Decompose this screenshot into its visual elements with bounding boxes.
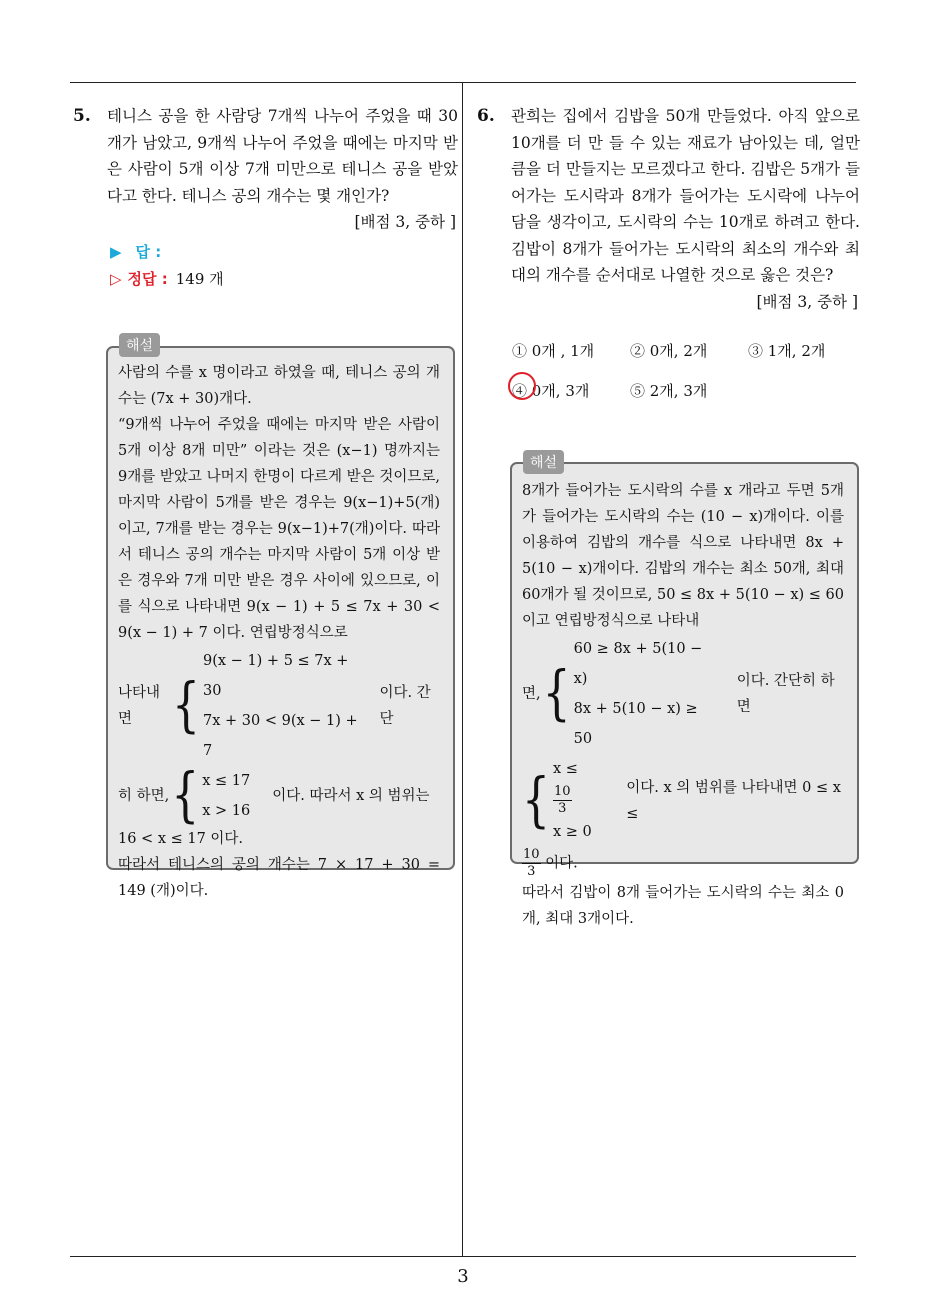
question-text: 관희는 집에서 김밥을 50개 만들었다. 아직 앞으로 10개를 더 만 들 수 있는 재료가 남아있는 데, 얼만큼을 더 만들지는 모르겠다고 한다. 김밥은 5개가 들어가는 도시락과 8개가 들어가는 도시락에 나누어 담을 생각이고, 도시락의 수는 10개로 하려고 한다. 김밥이 8개가 들어가는 도시락의 최소의 개수와 최대의 개수를 순서대로 나열한 것으로 옳은 것은? bbox=[511, 107, 860, 284]
choice-4[interactable]: ④ 0개, 3개 bbox=[512, 382, 590, 400]
choice-2[interactable]: ② 0개, 2개 bbox=[630, 342, 708, 360]
question-number: 5. bbox=[73, 106, 91, 126]
system-line: x > 16 bbox=[202, 803, 251, 819]
system-lead-text: 면, bbox=[522, 686, 541, 702]
system-line bbox=[553, 754, 598, 817]
equation-system bbox=[522, 634, 844, 754]
fraction-numerator: 10 bbox=[523, 847, 540, 862]
bottom-rule bbox=[70, 1256, 856, 1257]
system-trail-text: 이다. x 의 범위를 나타내면 0 ≤ x ≤ bbox=[626, 779, 841, 822]
correct-answer-value: 149 개 bbox=[175, 270, 224, 288]
system-lead-text: 히 하면, bbox=[118, 788, 170, 804]
choice-1[interactable]: ① 0개 , 1개 bbox=[512, 342, 595, 360]
system-lead-text: 나타내면 bbox=[118, 685, 161, 727]
explanation-text-5 bbox=[118, 360, 440, 904]
system-line: 8x + 5(10 − x) ≥ 50 bbox=[573, 701, 698, 747]
explanation-text-6 bbox=[522, 478, 844, 932]
fraction bbox=[553, 784, 572, 817]
system-trail-text: 이다. 간단히 하면 bbox=[736, 673, 835, 715]
explanation-paragraph: “9개씩 나누어 주었을 때에는 마지막 받은 사람이 5개 이상 8개 미만” 이라는 것은 (x−1) 명까지는 9개를 받았고 나머지 한명이 다르게 받은 것이므로, 마지막 사람이 5개를 받은 경우는 9(x−1)+5(개)이고, 7개를 받는 경우는 9(x−1)+7(개)이다. 따라서 테니스 공의 개수는 마지막 사람이 5개 이상 받은 경우와 7개 미만 받은 경우 사이에 있으므로, 이를 식으로 나타내면 9(x − 1) + 5 ≤ 7x + 30 < 9(x − 1) + 7 이다. 연립방정식으로 bbox=[118, 417, 440, 641]
left-brace-icon: { bbox=[522, 765, 550, 835]
inequality-text: x ≤ bbox=[553, 761, 578, 777]
explanation-paragraph: 따라서 테니스의 공의 개수는 7 × 17 + 30 = 149 (개)이다. bbox=[118, 857, 440, 899]
system-trail-text: 이다. 간단 bbox=[379, 685, 431, 727]
explanation-paragraph: 16 < x ≤ 17 이다. bbox=[118, 831, 244, 847]
fraction-line bbox=[522, 847, 844, 880]
fraction-numerator: 10 bbox=[554, 784, 571, 799]
play-triangle-icon: ▶ bbox=[110, 243, 122, 261]
column-divider bbox=[462, 82, 463, 1256]
answer-line bbox=[110, 241, 161, 262]
explanation-tab: 해설 bbox=[523, 450, 564, 474]
explanation-paragraph: 사람의 수를 x 명이라고 하였을 때, 테니스 공의 개수는 (7x + 30)개다. bbox=[118, 365, 440, 407]
system-line: 9(x − 1) + 5 ≤ 7x + 30 bbox=[203, 653, 349, 699]
answer-label: 답 : bbox=[135, 243, 162, 261]
explanation-paragraph: 따라서 김밥이 8개 들어가는 도시락의 수는 최소 0개, 최대 3개이다. bbox=[522, 885, 844, 927]
fraction-denominator: 3 bbox=[527, 864, 536, 879]
explanation-tab: 해설 bbox=[119, 333, 160, 357]
question-score: [배점 3, 중하 ] bbox=[354, 213, 456, 231]
question-text: 테니스 공을 한 사람당 7개씩 나누어 주었을 때 30개가 남았고, 9개씩 나누어 주었을 때에는 마지막 받은 사람이 5개 이상 7개 미만으로 테니스 공을 받았다고 한다. 테니스 공의 개수는 몇 개인가? bbox=[107, 107, 458, 205]
choices-row bbox=[512, 380, 707, 401]
system-trail-text: 이다. 따라서 x 의 범위는 bbox=[272, 788, 430, 804]
left-brace-icon: { bbox=[171, 760, 200, 830]
equation-system bbox=[118, 760, 440, 830]
question-6 bbox=[477, 103, 860, 315]
left-brace-icon: { bbox=[172, 670, 201, 740]
system-line: 7x + 30 < 9(x − 1) + 7 bbox=[203, 713, 358, 759]
equation-system bbox=[522, 754, 844, 847]
selected-circle-mark bbox=[508, 372, 536, 400]
left-brace-icon: { bbox=[542, 658, 571, 728]
system-line: x ≥ 0 bbox=[553, 824, 592, 840]
system-line: 60 ≥ 8x + 5(10 − x) bbox=[573, 641, 703, 687]
question-number: 6. bbox=[477, 106, 495, 126]
correct-answer-line bbox=[110, 268, 224, 289]
question-5 bbox=[73, 103, 458, 236]
question-score: [배점 3, 중하 ] bbox=[756, 292, 858, 311]
explanation-paragraph: 8개가 들어가는 도시락의 수를 x 개라고 두면 5개가 들어가는 도시락의 수는 (10 − x)개이다. 이를 이용하여 김밥의 개수를 식으로 나타내면 8x + 5(10 − x)개이다. 김밥의 개수는 최소 50개, 최대 60개가 될 것이므로, 50 ≤ 8x + 5(10 − x) ≤ 60 이고 연립방정식으로 나타내 bbox=[522, 483, 844, 629]
fraction-denominator: 3 bbox=[558, 801, 567, 816]
explanation-paragraph: 이다. bbox=[545, 855, 578, 872]
fraction bbox=[522, 847, 541, 880]
choice-3[interactable]: ③ 1개, 2개 bbox=[748, 342, 826, 360]
outline-triangle-icon: ▷ bbox=[110, 270, 122, 288]
choice-5[interactable]: ⑤ 2개, 3개 bbox=[630, 382, 708, 400]
choices-row bbox=[512, 340, 825, 361]
top-rule bbox=[70, 82, 856, 83]
system-line: x ≤ 17 bbox=[202, 773, 251, 789]
correct-answer-label: 정답 : bbox=[127, 270, 168, 288]
page-number: 3 bbox=[457, 1266, 469, 1287]
equation-system bbox=[118, 646, 440, 766]
